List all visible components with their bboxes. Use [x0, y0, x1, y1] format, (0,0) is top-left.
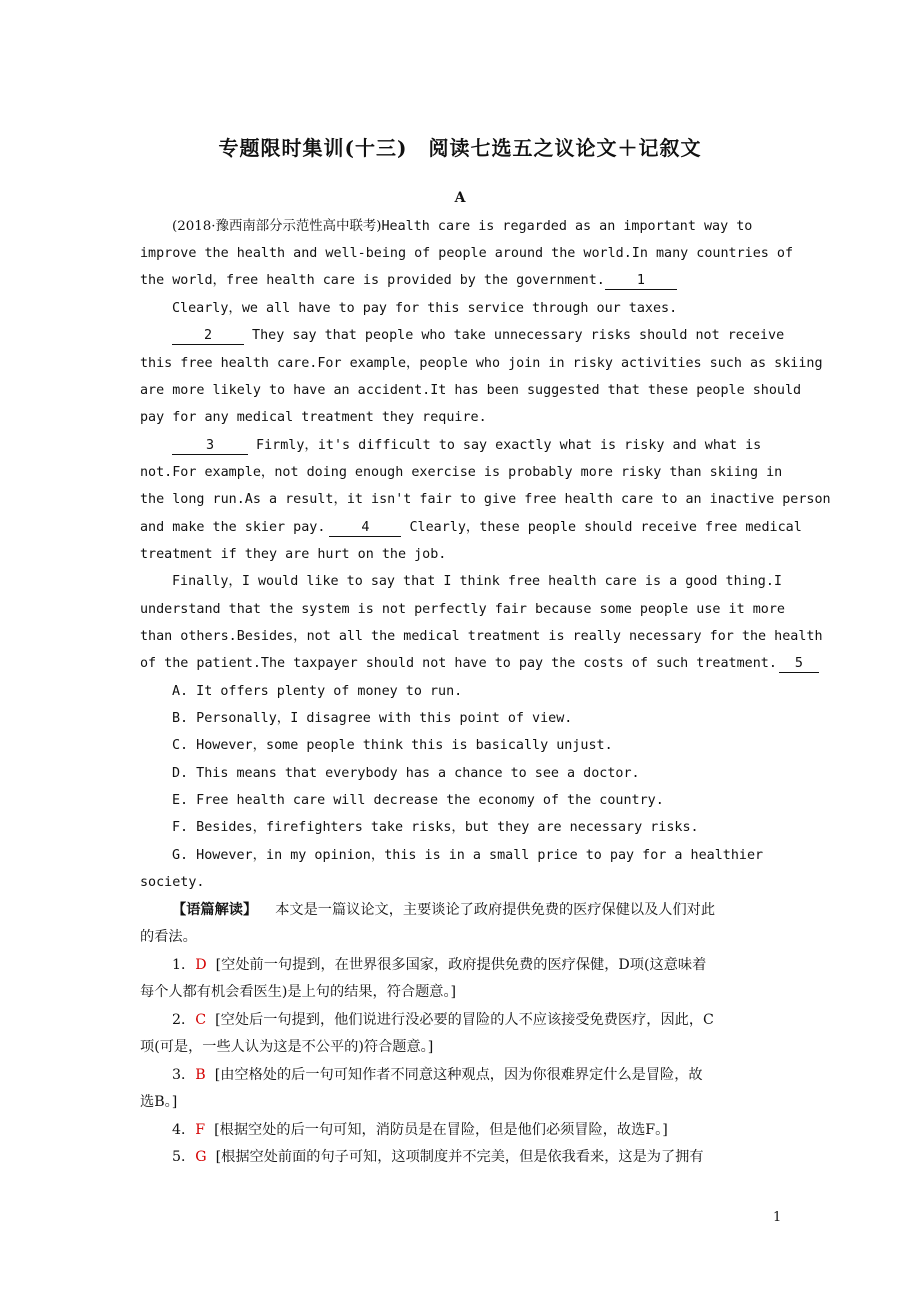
passage-text: They say that people who take unnecessary risks should not receive: [244, 328, 785, 343]
analysis-line: [172, 900, 715, 920]
passage-text: Health care is regarded as an important way to: [381, 219, 753, 234]
answer-number: 2．: [172, 1012, 196, 1028]
passage-line: the long run.As a result，it isn't fair to give free health care to an inactive person: [140, 492, 831, 507]
answer-explanation: [空处后一句提到，他们说进行没必要的冒险的人不应该接受免费医疗，因此，C: [215, 1012, 714, 1028]
passage-line: [140, 654, 819, 674]
passage-line: pay for any medical treatment they require.: [140, 410, 487, 425]
blank-1: 1: [605, 273, 677, 290]
answer-letter: C: [195, 1012, 207, 1028]
answer-4: [172, 1120, 668, 1140]
option-g-continued: society.: [140, 875, 205, 890]
passage-line: [172, 436, 761, 456]
passage-line: [140, 518, 802, 538]
passage-line: [172, 326, 784, 346]
answer-3-continued: 选B。]: [140, 1094, 178, 1110]
blank-5: 5: [779, 656, 819, 673]
answer-explanation: [由空格处的后一句可知作者不同意这种观点，因为你很难界定什么是冒险，故: [214, 1067, 703, 1083]
passage-line: improve the health and well-being of people around the world.In many countries of: [140, 246, 794, 261]
passage-line: [140, 271, 677, 291]
option-c: C. However，some people think this is basically unjust.: [172, 738, 613, 753]
source-note: (2018·豫西南部分示范性高中联考): [172, 219, 382, 234]
passage-text: and make the skier pay.: [140, 520, 326, 535]
passage-line: treatment if they are hurt on the job.: [140, 547, 447, 562]
passage-text: Clearly，these people should receive free medical: [401, 520, 802, 535]
analysis-line: 的看法。: [140, 929, 197, 945]
passage-line: [172, 217, 752, 237]
answer-number: 4．: [172, 1122, 196, 1138]
answer-letter: G: [195, 1149, 207, 1165]
answer-explanation: [根据空处的后一句可知，消防员是在冒险，但是他们必须冒险，故选F。]: [214, 1122, 668, 1138]
option-a: A. It offers plenty of money to run.: [172, 684, 463, 699]
passage-line: understand that the system is not perfectly fair because some people use it more: [140, 602, 785, 617]
answer-number: 1．: [172, 957, 196, 973]
answer-explanation: [空处前一句提到，在世界很多国家，政府提供免费的医疗保健，D项(这意味着: [215, 957, 707, 973]
passage-text: of the patient.The taxpayer should not have to pay the costs of such treatment.: [140, 656, 777, 671]
answer-2: [172, 1010, 714, 1030]
analysis-text: 本文是一篇议论文，主要谈论了政府提供免费的医疗保健以及人们对此: [275, 902, 716, 918]
page-number: 1: [773, 1210, 782, 1225]
answer-letter: F: [195, 1122, 206, 1138]
passage-line: than others.Besides，not all the medical treatment is really necessary for the health: [140, 629, 823, 644]
blank-2: 2: [172, 328, 244, 345]
passage-line: Clearly，we all have to pay for this service through our taxes.: [172, 301, 678, 316]
option-b: B. Personally，I disagree with this point of view.: [172, 711, 573, 726]
answer-explanation: [根据空处前面的句子可知，这项制度并不完美，但是依我看来，这是为了拥有: [215, 1149, 704, 1165]
blank-4: 4: [329, 520, 401, 537]
answer-number: 3．: [172, 1067, 196, 1083]
section-label: A: [454, 190, 466, 206]
option-d: D. This means that everybody has a chance to see a doctor.: [172, 766, 640, 781]
answer-2-continued: 项(可是，一些人认为这是不公平的)符合题意。]: [140, 1039, 434, 1055]
passage-line: are more likely to have an accident.It has been suggested that these people should: [140, 383, 802, 398]
passage-line: this free health care.For example，people who join in risky activities such as skiing: [140, 356, 823, 371]
passage-text: the world，free health care is provided by the government.: [140, 273, 605, 288]
answer-number: 5．: [172, 1149, 196, 1165]
passage-line: Finally，I would like to say that I think free health care is a good thing.I: [172, 574, 782, 589]
option-f: F. Besides，firefighters take risks，but they are necessary risks.: [172, 820, 699, 835]
answer-letter: D: [195, 957, 207, 973]
option-g: G. However，in my opinion，this is in a small price to pay for a healthier: [172, 848, 764, 863]
passage-line: not.For example，not doing enough exercise is probably more risky than skiing in: [140, 465, 783, 480]
blank-3: 3: [172, 438, 248, 455]
answer-1: [172, 955, 706, 975]
answer-1-continued: 每个人都有机会看医生)是上句的结果，符合题意。]: [140, 984, 457, 1000]
answer-letter: B: [195, 1067, 206, 1083]
passage-text: Firmly，it's difficult to say exactly what is risky and what is: [248, 438, 762, 453]
answer-3: [172, 1065, 703, 1085]
page-title: 专题限时集训(十三) 阅读七选五之议论文＋记叙文: [218, 136, 702, 160]
analysis-label: 【语篇解读】: [172, 902, 258, 918]
option-e: E. Free health care will decrease the economy of the country.: [172, 793, 664, 808]
answer-5: [172, 1147, 704, 1167]
